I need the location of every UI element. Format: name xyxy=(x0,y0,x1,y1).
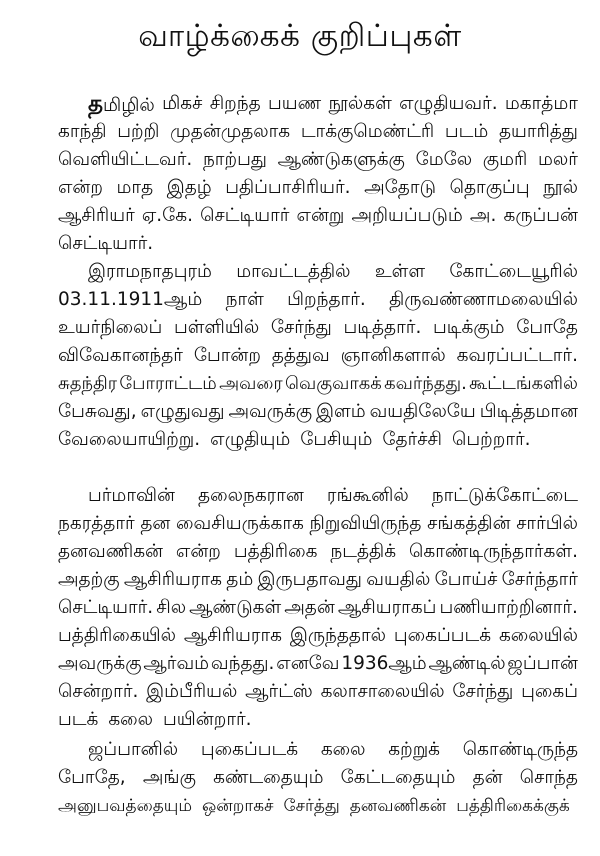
text-line: படக் கலை பயின்றார். xyxy=(58,709,252,730)
text-line: செட்டியார். சில ஆண்டுகள் அதன் ஆசியராகப் பணியாற்றினார். xyxy=(58,597,578,618)
text-line: சுதந்திர போராட்டம் அவரை வெகுவாகக் கவர்ந்தது. கூட்டங்களில் xyxy=(58,373,578,394)
text-line: சென்றார். இம்பீரியல் ஆர்ட்ஸ் கலாசாலையில் சேர்ந்து புகைப் xyxy=(58,681,578,702)
text-line: அதற்கு ஆசிரியராக தம் இருபதாவது வயதில் போய்ச் சேர்ந்தார் xyxy=(58,569,578,590)
text-line: போதே, அங்கு கண்டதையும் கேட்டதையும் தன் சொந்த xyxy=(58,767,578,788)
text-line: என்ற மாத இதழ் பதிப்பாசிரியர். அதோடு தொகுப்பு நூல் xyxy=(58,177,578,198)
text-line: இராமநாதபுரம் மாவட்டத்தில் உள்ள கோட்டையூரில் xyxy=(88,261,578,282)
text-line: பத்திரிகையில் ஆசிரியராக இருந்ததால் புகைப்படக் கலையில் xyxy=(58,625,578,646)
text-line: வெளியிட்டவர். நாற்பது ஆண்டுகளுக்கு மேலே குமரி மலர் xyxy=(58,149,578,170)
text-line: தமிழில் மிகச் சிறந்த பயண நூல்கள் எழுதியவர். மகாத்மா xyxy=(88,91,578,117)
text-line: பேசுவது, எழுதுவது அவருக்கு இளம் வயதிலேயே பிடித்தமான xyxy=(58,401,578,422)
text-line: ஆசிரியர் ஏ.கே. செட்டியார் என்று அறியப்படும் அ. கருப்பன் xyxy=(58,205,578,226)
text-line: விவேகானந்தர் போன்ற தத்துவ ஞானிகளால் கவரப்பட்டார். xyxy=(58,345,578,366)
text-line: நகரத்தார் தன வைசியருக்காக நிறுவியிருந்த சங்கத்தின் சார்பில் xyxy=(58,513,578,534)
text-line: உயர்நிலைப் பள்ளியில் சேர்ந்து படித்தார். படிக்கும் போதே xyxy=(58,317,578,338)
paragraph-4 xyxy=(58,736,578,820)
paragraph-3 xyxy=(58,482,578,734)
paragraph-1 xyxy=(58,90,578,258)
text-line: அனுபவத்தையும் ஒன்றாகச் சேர்த்து தனவணிகன் பத்திரிகைக்குக் xyxy=(58,796,570,816)
text-line: ஜப்பானில் புகைப்படக் கலை கற்றுக் கொண்டிருந்த xyxy=(88,739,578,760)
text-line: செட்டியார். xyxy=(58,233,154,254)
text-line: அவருக்கு ஆர்வம் வந்தது. எனவே 1936ஆம் ஆண்டில் ஜப்பான் xyxy=(58,653,578,674)
page-title: வாழ்க்கைக் குறிப்புகள் xyxy=(138,18,462,54)
text-line: வேலையாயிற்று. எழுதியும் பேசியும் தேர்ச்சி பெற்றார். xyxy=(58,429,531,450)
text-line: 03.11.1911ஆம் நாள் பிறந்தார். திருவண்ணாமலையில் xyxy=(58,289,578,310)
text-line: காந்தி பற்றி முதன்முதலாக டாக்குமெண்ட்ரி படம் தயாரித்து xyxy=(58,121,578,142)
text-line: தனவணிகன் என்ற பத்திரிகை நடத்திக் கொண்டிருந்தார்கள். xyxy=(58,541,578,562)
paragraph-2 xyxy=(58,258,578,454)
text-line: பர்மாவின் தலைநகரான ரங்கூனில் நாட்டுக்கோட்டை xyxy=(88,485,578,506)
